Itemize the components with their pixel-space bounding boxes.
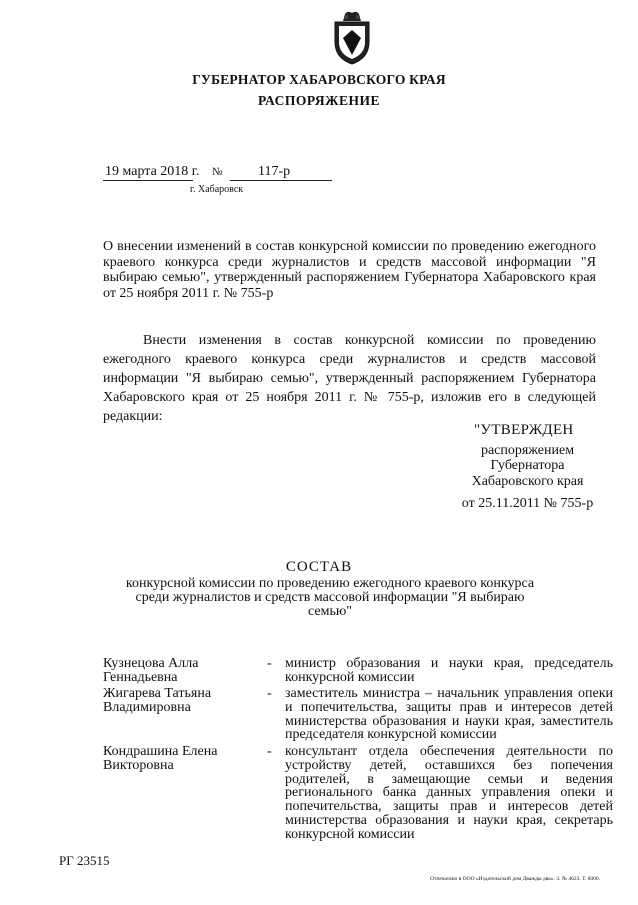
registration-code: РГ 23515 — [59, 853, 110, 868]
number-underline — [230, 180, 332, 181]
number-sign: № — [212, 166, 223, 178]
composition-subtitle: конкурсной комиссии по проведению ежегодного краевого конкурса среди журналистов и средств массовой информации "Я выбираю семью" — [125, 576, 535, 619]
member-name: Кондрашина Елена Викторовна — [103, 744, 218, 773]
document-city: г. Хабаровск — [190, 184, 244, 195]
document-type: РАСПОРЯЖЕНИЕ — [257, 93, 381, 108]
member-name: Жигарева Татьяна Владимировна — [103, 686, 212, 715]
approval-stamp — [450, 423, 605, 512]
list-item — [103, 687, 613, 745]
members-list — [103, 657, 613, 842]
approval-line: распоряжением — [480, 442, 575, 458]
governor-title: ГУБЕРНАТОР ХАБАРОВСКОГО КРАЯ — [192, 72, 446, 87]
date-underline — [103, 180, 193, 181]
approval-head: "УТВЕРЖДЕН — [474, 422, 574, 438]
body-paragraph: Внести изменения в состав конкурсной комиссии по проведению ежегодного краевого конкурса среди журналистов и средств массовой информации "Я выбираю семью", утвержденный распоряжением Губернатора Хабаровского края от 25 ноября 2011 г. № 755-р, изложив его в следующей редакции: — [103, 333, 596, 424]
member-dash: - — [267, 686, 272, 701]
list-item — [103, 657, 613, 687]
approval-line: Хабаровского края — [471, 473, 584, 489]
member-dash: - — [267, 744, 272, 759]
member-name: Кузнецова Алла Геннадьевна — [103, 656, 199, 685]
document-date: 19 марта 2018 г. — [105, 164, 200, 179]
printer-note: Отпечатано в ООО «Издательский дом Дважды два». З. № 4623. Т. 6000. — [430, 876, 601, 882]
member-role: заместитель министра – начальник управления опеки и попечительства, защиты прав и интересов детей министерства образования и науки края, заместитель председателя конкурсной комиссии — [285, 686, 613, 743]
approval-date: от 25.11.2011 № 755-р — [461, 496, 594, 511]
member-dash: - — [267, 656, 272, 671]
approval-line: Губернатора — [490, 458, 565, 473]
composition-title: СОСТАВ — [285, 559, 353, 575]
document-number: 117-р — [258, 164, 291, 179]
document-body — [103, 331, 596, 426]
member-role: министр образования и науки края, председатель конкурсной комиссии — [285, 656, 613, 685]
list-item — [103, 745, 613, 842]
member-role: консультант отдела обеспечения деятельности по устройству детей, оставшихся без попечения родителей, в замещающие семьи и ведения регионального банка данных управления опеки и попечительства, защиты прав и интересов детей министерства образования и науки края, секретарь конкурсной комиссии — [285, 744, 613, 842]
coat-of-arms-emblem — [331, 8, 373, 66]
document-subject: О внесении изменений в состав конкурсной комиссии по проведению ежегодного краевого конкурса среди журналистов и средств массовой информации "Я выбираю семью", утвержденный распоряжением Губернатора Хабаровского края от 25 ноября 2011 г. № 755-р — [103, 239, 596, 301]
